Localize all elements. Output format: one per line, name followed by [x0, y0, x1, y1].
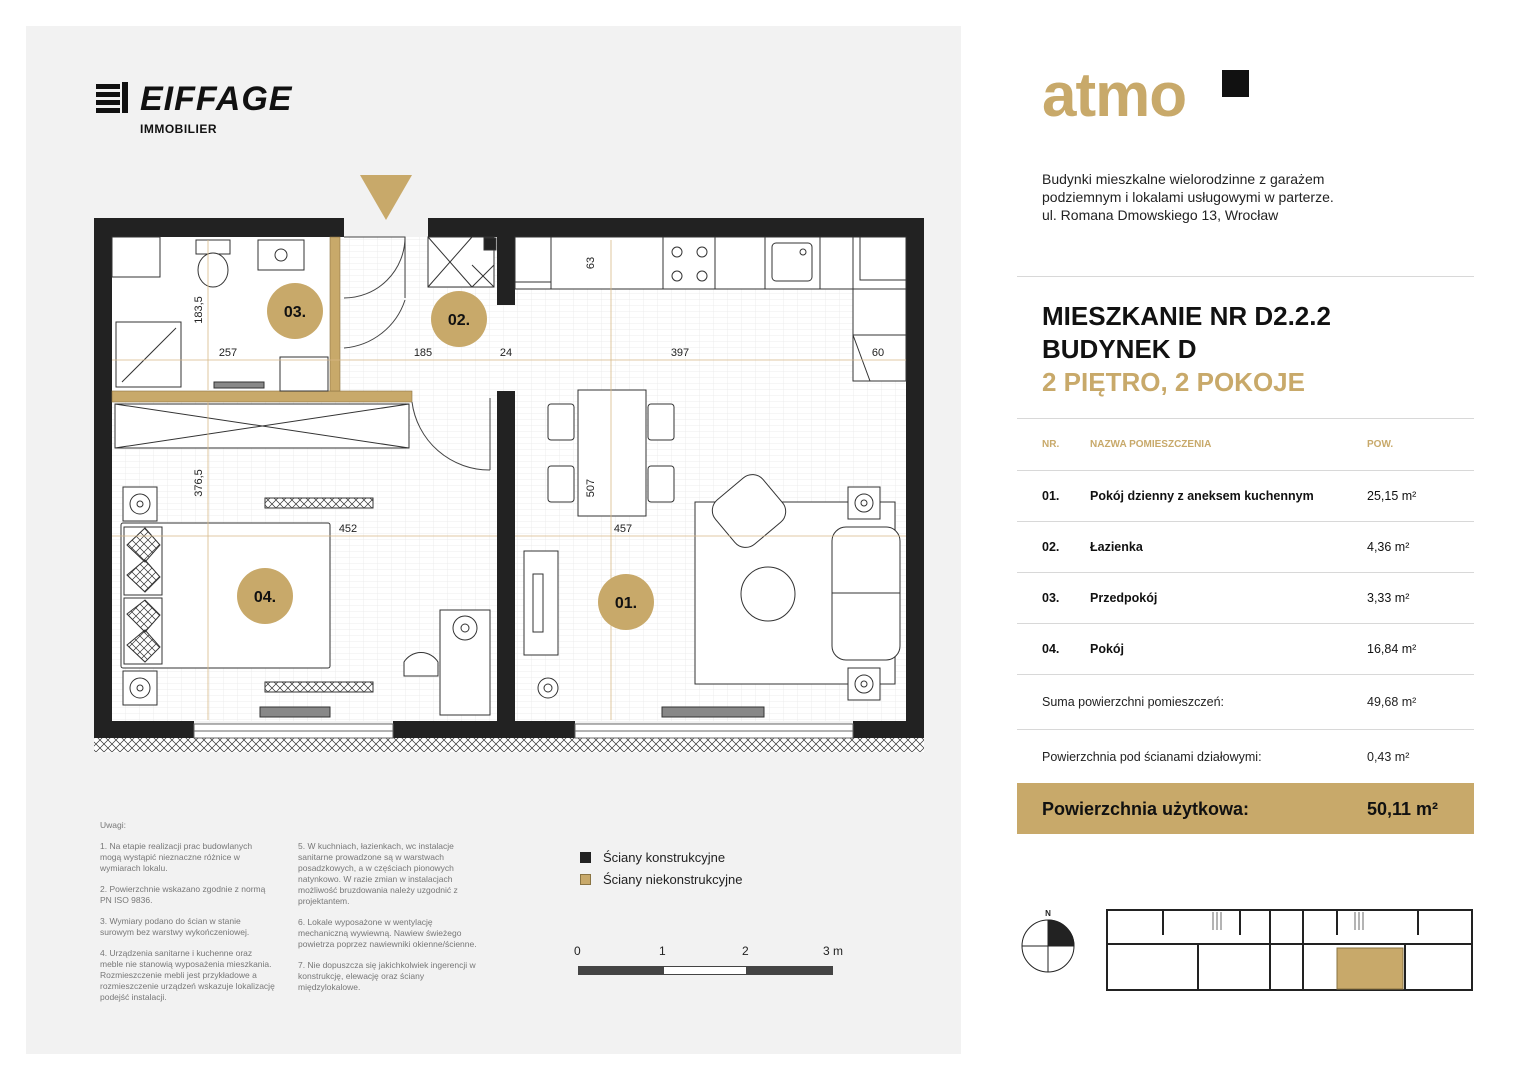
apartment-floor-rooms: 2 PIĘTRO, 2 POKOJE — [1042, 367, 1305, 397]
sum-row — [1017, 674, 1474, 729]
usable-value: 50,11 m² — [1367, 799, 1439, 819]
note-item: 7. Nie dopuszcza się jakichkolwiek ingerencji w konstrukcję, elewację oraz ściany międzylokalowe. — [298, 960, 476, 992]
hall-cabinet — [428, 237, 496, 287]
legend-structural — [580, 846, 742, 868]
row-area: 25,15 m² — [1367, 489, 1417, 503]
note-item: 2. Powierzchnie wskazano zgodnie z normą PN ISO 9836. — [100, 884, 266, 905]
table-row — [1017, 623, 1474, 675]
dim-label: 24 — [499, 347, 513, 359]
legend-label: Ściany konstrukcyjne — [603, 849, 726, 865]
divider — [1017, 276, 1474, 277]
scale-label: 0 — [574, 944, 581, 958]
sum-label: Suma powierzchni pomieszczeń: — [1042, 695, 1225, 709]
apartment-building: BUDYNEK D — [1042, 334, 1197, 364]
row-area: 3,33 m² — [1367, 591, 1410, 605]
row-name: Pokój dzienny z aneksem kuchennym — [1090, 489, 1314, 503]
row-nr: 02. — [1042, 540, 1060, 554]
dim-label: 63 — [585, 256, 597, 270]
dim-label: 60 — [871, 347, 885, 359]
dim-label: 507 — [585, 478, 597, 498]
note-item: 5. W kuchniach, łazienkach, wc instalacje sanitarne prowadzone są w warstwach posadzkowych, a w częściach pionowych natynkowo. W razie zmian w instalacjach możliwość bruzdowania należy uzgodnić z projektantem. — [298, 841, 458, 906]
dim-label: 376,5 — [193, 469, 205, 497]
legend-label: Ściany niekonstrukcyjne — [603, 871, 743, 887]
usable-label: Powierzchnia użytkowa: — [1042, 799, 1250, 819]
atmo-logo-square — [1222, 70, 1249, 97]
wardrobe — [115, 404, 409, 448]
note-item: 6. Lokale wyposażone w wentylację mechaniczną wywiewną. Nawiew świeżego powietrza poprzez nawiewniki okienne/ścienne. — [298, 917, 477, 949]
legend — [580, 846, 742, 890]
room-badge-02: 02. — [447, 312, 471, 329]
project-description — [1042, 170, 1334, 224]
sum-value: 49,68 m² — [1367, 695, 1417, 709]
divider — [1017, 418, 1474, 419]
walls-value: 0,43 m² — [1367, 750, 1410, 764]
dim-label: 457 — [613, 523, 633, 535]
legend-non-structural — [580, 868, 742, 890]
scale-label: 3 m — [823, 944, 844, 958]
apartment-highlight — [1337, 948, 1403, 989]
table-header-area: POW. — [1367, 439, 1394, 450]
legend-swatch-structural — [580, 852, 591, 863]
note-item: 3. Wymiary podano do ścian w stanie surowym bez warstwy wykończeniowej. — [100, 916, 250, 937]
note-item: 4. Urządzenia sanitarne i kuchenne oraz meble nie stanowią wyposażenia mieszkania. Rozmieszczenie mebli jest przykładowe a rozmieszczenie urządzeń wskazuje lokalizację podejść instalacji. — [100, 948, 275, 1002]
compass-icon — [1022, 920, 1074, 972]
walls-label: Powierzchnia pod ścianami działowymi: — [1042, 750, 1262, 764]
row-area: 4,36 m² — [1367, 540, 1410, 554]
row-area: 16,84 m² — [1367, 642, 1417, 656]
apartment-title: MIESZKANIE NR D2.2.2 — [1042, 301, 1331, 331]
logo-subtitle: IMMOBILIER — [140, 122, 217, 136]
atmo-logo: atmo — [1042, 61, 1187, 130]
scale-label: 1 — [659, 944, 666, 958]
scale-label: 2 — [742, 944, 749, 958]
notes-col2 — [298, 841, 478, 1003]
walls-row — [1017, 729, 1474, 784]
notes-title: Uwagi: — [100, 820, 126, 830]
desc-line: ul. Romana Dmowskiego 13, Wrocław — [1042, 207, 1279, 223]
dim-label: 185 — [413, 347, 433, 359]
dim-label: 257 — [218, 347, 238, 359]
compass-north: N — [1045, 909, 1051, 918]
table-header-name: NAZWA POMIESZCZENIA — [1090, 439, 1212, 450]
notes — [100, 820, 275, 1013]
table-row — [1017, 572, 1474, 624]
dim-label: 183,5 — [193, 296, 205, 324]
desc-line: podziemnym i lokalami usługowymi w parterze. — [1042, 189, 1334, 205]
usable-area-bar — [1017, 783, 1474, 834]
entrance-arrow — [360, 175, 412, 220]
apartment-heading — [1042, 300, 1331, 399]
row-name: Pokój — [1090, 642, 1125, 656]
row-nr: 03. — [1042, 591, 1060, 605]
table-row — [1017, 470, 1474, 522]
room-badge-01: 01. — [614, 595, 638, 612]
room-badge-03: 03. — [283, 304, 307, 321]
building-key-plan — [1107, 910, 1472, 990]
row-nr: 01. — [1042, 489, 1060, 503]
legend-swatch-non-structural — [580, 874, 591, 885]
logo-wordmark: EIFFAGE — [140, 80, 293, 118]
dim-label: 397 — [670, 347, 690, 359]
desc-line: Budynki mieszkalne wielorodzinne z garażem — [1042, 171, 1325, 187]
row-name: Łazienka — [1090, 540, 1143, 554]
note-item: 1. Na etapie realizacji prac budowlanych mogą wystąpić nieznaczne różnice w wymiarach lokalu. — [100, 841, 253, 873]
table-row — [1017, 521, 1474, 573]
dim-label: 452 — [338, 523, 358, 535]
row-name: Przedpokój — [1090, 591, 1158, 605]
room-badge-04: 04. — [253, 589, 277, 606]
row-nr: 04. — [1042, 642, 1060, 656]
table-header-nr: NR. — [1042, 439, 1060, 450]
